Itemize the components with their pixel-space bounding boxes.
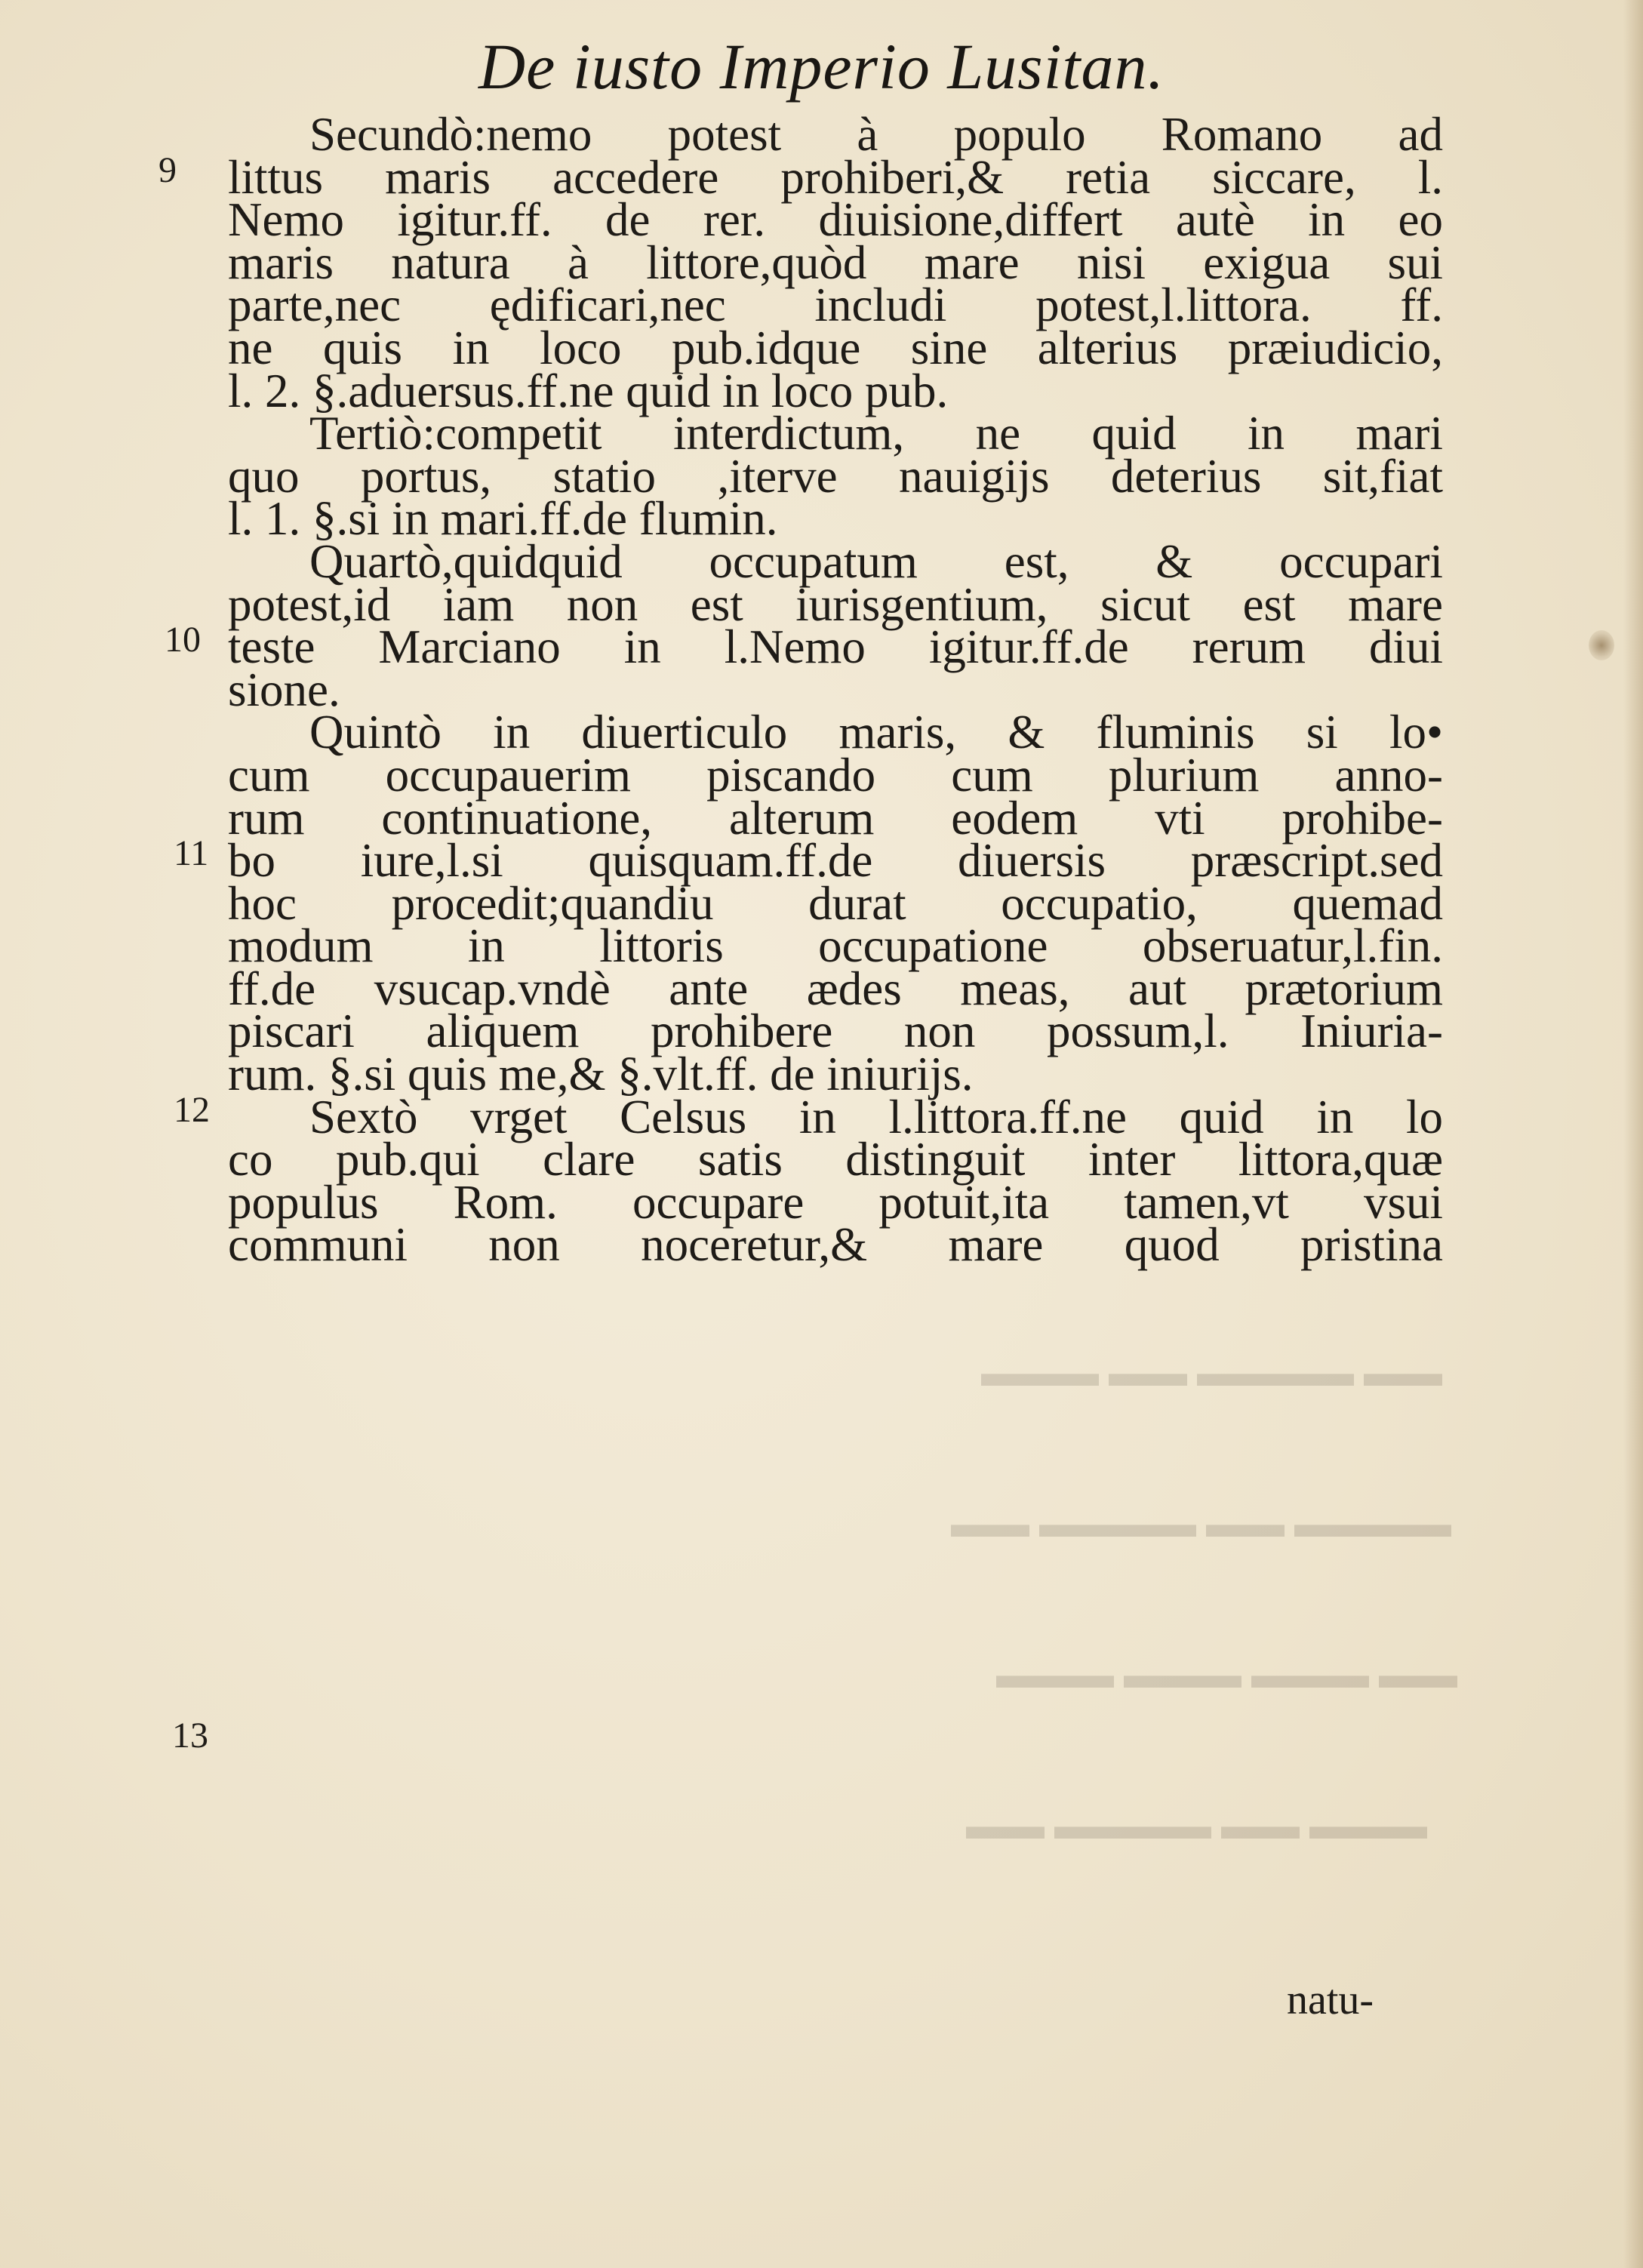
text-line: Quintò in diuerticulo maris, & fluminis si lo• xyxy=(309,706,1443,759)
text-line: hoc procedit;quandiu durat occupatio, quemad xyxy=(228,876,1443,930)
text-line: bo iure,l.si quisquam.ff.de diuersis præscript.sed xyxy=(228,834,1443,888)
text-line: modum in littoris occupatione obseruatur,l.fin. xyxy=(228,919,1443,973)
text-line: Sextò vrget Celsus in l.littora.ff.ne quid in lo xyxy=(309,1090,1443,1143)
margin-number-12: 12 xyxy=(174,1090,210,1130)
show-through-texture: ▬▬▬ ▬▬ ▬▬▬▬ ▬▬ xyxy=(966,1805,1427,1848)
show-through-texture: ▬▬▬▬ ▬▬ ▬▬▬▬ ▬▬ xyxy=(951,1503,1451,1546)
text-line: Nemo igitur.ff. de rer. diuisione,differt autè in eo xyxy=(228,193,1443,247)
text-line: l. 1. §.si in mari.ff.de flumin. xyxy=(228,492,778,546)
margin-number-11: 11 xyxy=(174,833,209,873)
catchword: natu- xyxy=(1287,1977,1374,2023)
text-line: potest,id iam non est iurisgentium, sicut est mare xyxy=(228,577,1443,631)
text-line: populus Rom. occupare potuit,ita tamen,vt vsui xyxy=(228,1175,1443,1229)
text-line: ff.de vsucap.vndè ante ædes meas, aut prætorium xyxy=(228,962,1443,1015)
body-text xyxy=(228,108,1443,1272)
text-line: littus maris accedere prohiberi,& retia siccare, l. xyxy=(228,150,1443,204)
text-line: sione. xyxy=(228,663,340,716)
text-line: Quartò,quidquid occupatum est, & occupari xyxy=(309,534,1443,588)
text-line: co pub.qui clare satis distinguit inter littora,quæ xyxy=(228,1133,1443,1186)
text-line: communi non noceretur,& mare quod pristina xyxy=(228,1218,1443,1272)
text-line: rum. §.si quis me,& §.vlt.ff. de iniurijs. xyxy=(228,1048,974,1101)
show-through-texture: ▬▬ ▬▬▬▬ ▬▬ ▬▬▬ xyxy=(981,1352,1442,1395)
page-stain xyxy=(1589,630,1614,660)
text-line: parte,nec ędificari,nec includi potest,l.littora. ff. xyxy=(228,278,1443,332)
text-line: teste Marciano in l.Nemo igitur.ff.de rerum diui xyxy=(228,620,1443,674)
page-edge-shadow xyxy=(1623,0,1643,2268)
text-line: Secundò:nemo potest à populo Romano ad xyxy=(309,108,1443,161)
text-line: l. 2. §.aduersus.ff.ne quid in loco pub. xyxy=(228,364,949,417)
text-line: maris natura à littore,quòd mare nisi exigua sui xyxy=(228,235,1443,289)
text-line: ne quis in loco pub.idque sine alterius præiudicio, xyxy=(228,321,1443,374)
show-through-texture: ▬▬ ▬▬▬ ▬▬▬ ▬▬▬ xyxy=(996,1654,1457,1697)
running-header: De iusto Imperio Lusitan. xyxy=(478,30,1165,103)
text-line: Tertiò:competit interdictum, ne quid in mari xyxy=(309,407,1443,460)
margin-number-13: 13 xyxy=(172,1716,208,1756)
text-line: quo portus, statio ,iterve nauigijs deterius sit,fiat xyxy=(228,449,1443,503)
margin-number-9: 9 xyxy=(158,150,177,190)
margin-number-10: 10 xyxy=(165,620,201,660)
text-line: cum occupauerim piscando cum plurium anno- xyxy=(228,748,1443,802)
text-line: rum continuatione, alterum eodem vti prohibe- xyxy=(228,791,1443,845)
text-line: piscari aliquem prohibere non possum,l. Iniuria- xyxy=(228,1005,1443,1058)
